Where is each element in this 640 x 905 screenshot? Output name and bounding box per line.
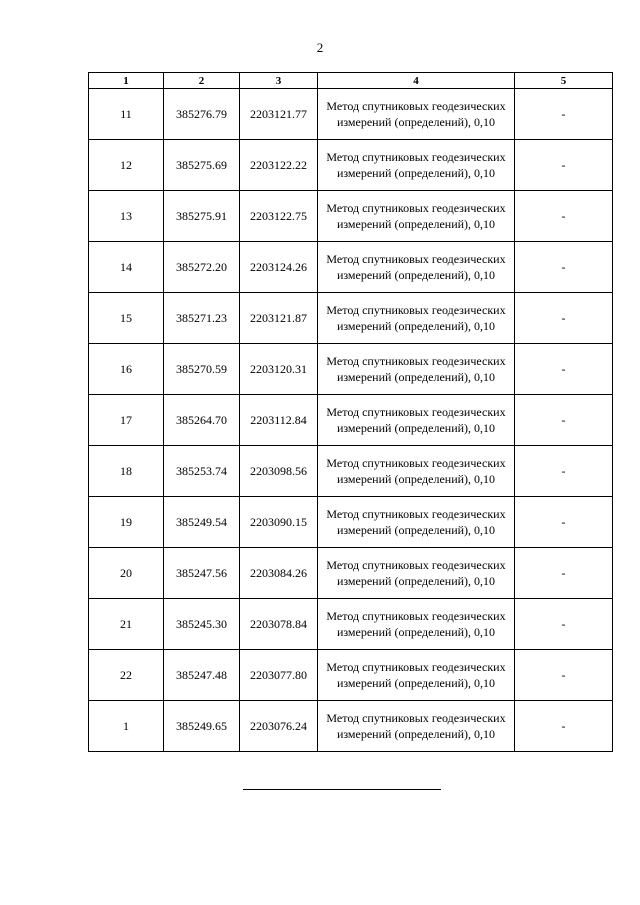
method-cell: Метод спутниковых геодезических измерений (определений), 0,10 xyxy=(318,242,515,293)
note-cell: - xyxy=(515,701,613,752)
table-row xyxy=(89,242,613,293)
page-number: 2 xyxy=(316,40,324,55)
method-cell: Метод спутниковых геодезических измерений (определений), 0,10 xyxy=(318,701,515,752)
table-body xyxy=(89,89,613,752)
method-cell: Метод спутниковых геодезических измерений (определений), 0,10 xyxy=(318,446,515,497)
y-coordinate-cell: 2203077.80 xyxy=(240,650,318,701)
note-cell: - xyxy=(515,599,613,650)
x-coordinate-cell: 385249.54 xyxy=(164,497,240,548)
y-coordinate-cell: 2203124.26 xyxy=(240,242,318,293)
table-row xyxy=(89,293,613,344)
column-header-3: 3 xyxy=(240,73,318,89)
x-coordinate-cell: 385272.20 xyxy=(164,242,240,293)
x-coordinate-cell: 385271.23 xyxy=(164,293,240,344)
note-cell: - xyxy=(515,344,613,395)
table-row xyxy=(89,395,613,446)
y-coordinate-cell: 2203121.87 xyxy=(240,293,318,344)
method-cell: Метод спутниковых геодезических измерений (определений), 0,10 xyxy=(318,191,515,242)
table-row xyxy=(89,89,613,140)
point-number-cell: 18 xyxy=(89,446,164,497)
x-coordinate-cell: 385275.69 xyxy=(164,140,240,191)
method-cell: Метод спутниковых геодезических измерений (определений), 0,10 xyxy=(318,293,515,344)
note-cell: - xyxy=(515,395,613,446)
y-coordinate-cell: 2203090.15 xyxy=(240,497,318,548)
point-number-cell: 20 xyxy=(89,548,164,599)
method-cell: Метод спутниковых геодезических измерений (определений), 0,10 xyxy=(318,395,515,446)
table-row xyxy=(89,140,613,191)
note-cell: - xyxy=(515,89,613,140)
table-header-row xyxy=(89,73,613,89)
column-header-5: 5 xyxy=(515,73,613,89)
column-header-2: 2 xyxy=(164,73,240,89)
method-cell: Метод спутниковых геодезических измерений (определений), 0,10 xyxy=(318,497,515,548)
coordinates-table xyxy=(88,72,613,752)
x-coordinate-cell: 385247.56 xyxy=(164,548,240,599)
note-cell: - xyxy=(515,548,613,599)
bottom-divider xyxy=(243,789,441,790)
point-number-cell: 11 xyxy=(89,89,164,140)
x-coordinate-cell: 385275.91 xyxy=(164,191,240,242)
point-number-cell: 19 xyxy=(89,497,164,548)
x-coordinate-cell: 385253.74 xyxy=(164,446,240,497)
note-cell: - xyxy=(515,191,613,242)
y-coordinate-cell: 2203120.31 xyxy=(240,344,318,395)
method-cell: Метод спутниковых геодезических измерений (определений), 0,10 xyxy=(318,650,515,701)
note-cell: - xyxy=(515,242,613,293)
column-header-1: 1 xyxy=(89,73,164,89)
note-cell: - xyxy=(515,293,613,344)
point-number-cell: 13 xyxy=(89,191,164,242)
y-coordinate-cell: 2203098.56 xyxy=(240,446,318,497)
x-coordinate-cell: 385245.30 xyxy=(164,599,240,650)
table-row xyxy=(89,701,613,752)
point-number-cell: 14 xyxy=(89,242,164,293)
point-number-cell: 15 xyxy=(89,293,164,344)
point-number-cell: 22 xyxy=(89,650,164,701)
y-coordinate-cell: 2203084.26 xyxy=(240,548,318,599)
x-coordinate-cell: 385276.79 xyxy=(164,89,240,140)
x-coordinate-cell: 385270.59 xyxy=(164,344,240,395)
note-cell: - xyxy=(515,497,613,548)
method-cell: Метод спутниковых геодезических измерений (определений), 0,10 xyxy=(318,599,515,650)
x-coordinate-cell: 385249.65 xyxy=(164,701,240,752)
table-row xyxy=(89,599,613,650)
point-number-cell: 21 xyxy=(89,599,164,650)
table-row xyxy=(89,191,613,242)
note-cell: - xyxy=(515,446,613,497)
x-coordinate-cell: 385247.48 xyxy=(164,650,240,701)
table-row xyxy=(89,497,613,548)
point-number-cell: 12 xyxy=(89,140,164,191)
y-coordinate-cell: 2203122.75 xyxy=(240,191,318,242)
x-coordinate-cell: 385264.70 xyxy=(164,395,240,446)
y-coordinate-cell: 2203112.84 xyxy=(240,395,318,446)
table-row xyxy=(89,446,613,497)
note-cell: - xyxy=(515,140,613,191)
note-cell: - xyxy=(515,650,613,701)
y-coordinate-cell: 2203122.22 xyxy=(240,140,318,191)
y-coordinate-cell: 2203121.77 xyxy=(240,89,318,140)
point-number-cell: 1 xyxy=(89,701,164,752)
point-number-cell: 16 xyxy=(89,344,164,395)
method-cell: Метод спутниковых геодезических измерений (определений), 0,10 xyxy=(318,89,515,140)
table-row xyxy=(89,344,613,395)
method-cell: Метод спутниковых геодезических измерений (определений), 0,10 xyxy=(318,548,515,599)
y-coordinate-cell: 2203076.24 xyxy=(240,701,318,752)
method-cell: Метод спутниковых геодезических измерений (определений), 0,10 xyxy=(318,344,515,395)
table-row xyxy=(89,650,613,701)
y-coordinate-cell: 2203078.84 xyxy=(240,599,318,650)
point-number-cell: 17 xyxy=(89,395,164,446)
table-row xyxy=(89,548,613,599)
method-cell: Метод спутниковых геодезических измерений (определений), 0,10 xyxy=(318,140,515,191)
column-header-4: 4 xyxy=(318,73,515,89)
